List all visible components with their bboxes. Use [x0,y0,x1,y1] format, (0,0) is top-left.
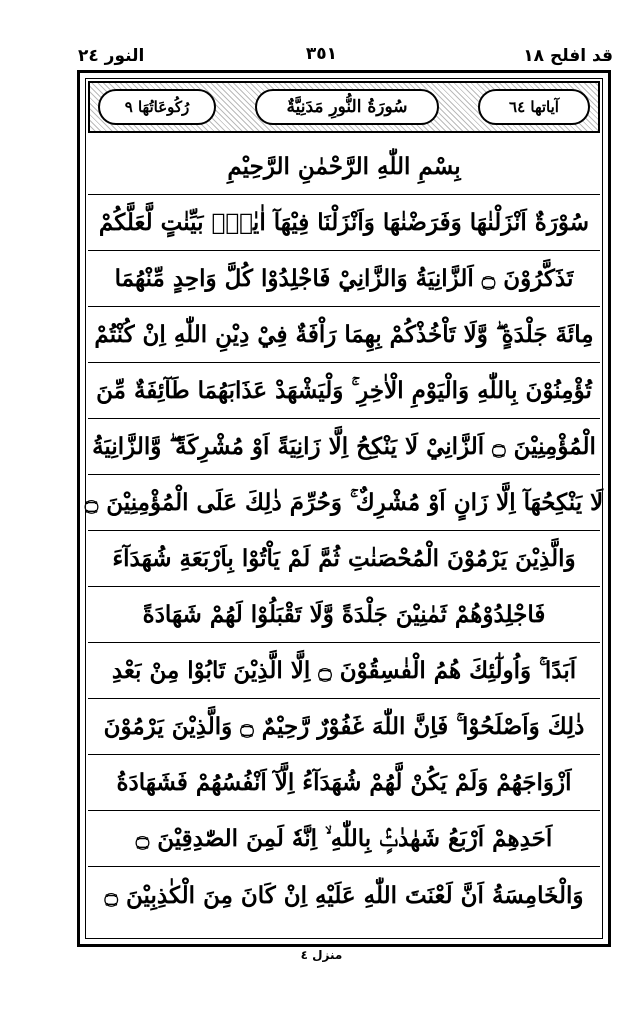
verse-line: وَالْخَامِسَةُ اَنَّ لَعْنَتَ اللّٰهِ عَلَيْهِ اِنْ كَانَ مِنَ الْكٰذِبِيْنَ ۝ [104,881,584,909]
bismillah-line: بِسْمِ اللّٰهِ الرَّحْمٰنِ الرَّحِيْمِ [88,139,600,195]
juz-label: قد افلح ١٨ [523,46,613,66]
verse-line: تُؤْمِنُوْنَ بِاللّٰهِ وَالْيَوْمِ الْاٰخِرِ ۚ وَلْيَشْهَدْ عَذَابَهُمَا طَآئِفَةٌ مِّنَ [88,363,600,419]
ruku-count-cartouche: رُكُوعَاتُهَا ٩ [98,89,216,125]
page-frame [77,70,611,947]
verse-line: فَاجْلِدُوْهُمْ ثَمٰنِيْنَ جَلْدَةً وَّلَا تَقْبَلُوْا لَهُمْ شَهَادَةً [88,587,600,643]
surah-title-cartouche: سُورَةُ النُّورِ مَدَنِيَّةٌ [255,89,439,125]
surah-running-title: النور ٢٤ [78,46,145,66]
verse-line: اَبَدًا ۚ وَاُولٰٓئِكَ هُمُ الْفٰسِقُوْنَ ۝ اِلَّا الَّذِيْنَ تَابُوْا مِنْ بَعْدِ [88,643,600,699]
verse-line: اَحَدِهِمْ اَرْبَعُ شَهٰدٰتٍۢ بِاللّٰهِ ۙ اِنَّهٗ لَمِنَ الصّٰدِقِيْنَ ۝ [88,811,600,867]
surah-banner [88,81,600,133]
verse-line: اَزْوَاجَهُمْ وَلَمْ يَكُنْ لَّهُمْ شُهَدَآءُ اِلَّآ اَنْفُسُهُمْ فَشَهَادَةُ [88,755,600,811]
verse-line: الْمُؤْمِنِيْنَ ۝ اَلزَّانِيْ لَا يَنْكِحُ اِلَّا زَانِيَةً اَوْ مُشْرِكَةً ۖ وَّالزَّانِيَةُ [88,419,600,475]
page-number: ٣٥١ [305,44,338,64]
verse-line: لَا يَنْكِحُهَآ اِلَّا زَانٍ اَوْ مُشْرِكٌ ۚ وَحُرِّمَ ذٰلِكَ عَلَى الْمُؤْمِنِيْنَ ۝ [88,475,600,531]
verse-line: تَذَكَّرُوْنَ ۝ اَلزَّانِيَةُ وَالزَّانِيْ فَاجْلِدُوْا كُلَّ وَاحِدٍ مِّنْهُمَا [88,251,600,307]
verse-line: مِائَةَ جَلْدَةٍ ۖ وَّلَا تَاْخُذْكُمْ بِهِمَا رَاْفَةٌ فِيْ دِيْنِ اللّٰهِ اِنْ كُنْتُمْ [88,307,600,363]
ayat-count-cartouche: آياتها ٦٤ [478,89,590,125]
verse-line: ذٰلِكَ وَاَصْلَحُوْا ۚ فَاِنَّ اللّٰهَ غَفُوْرٌ رَّحِيْمٌ ۝ وَالَّذِيْنَ يَرْمُوْنَ [88,699,600,755]
manzil-marker: منزل ٤ [300,948,343,962]
verse-line: سُوْرَةٌ اَنْزَلْنٰهَا وَفَرَضْنٰهَا وَاَنْزَلْنَا فِيْهَآ اٰيٰتٍۢ بَيِّنٰتٍ لَّعَلَّكُمْ [88,195,600,251]
verse-line: وَالَّذِيْنَ يَرْمُوْنَ الْمُحْصَنٰتِ ثُمَّ لَمْ يَاْتُوْا بِاَرْبَعَةِ شُهَدَآءَ [88,531,600,587]
